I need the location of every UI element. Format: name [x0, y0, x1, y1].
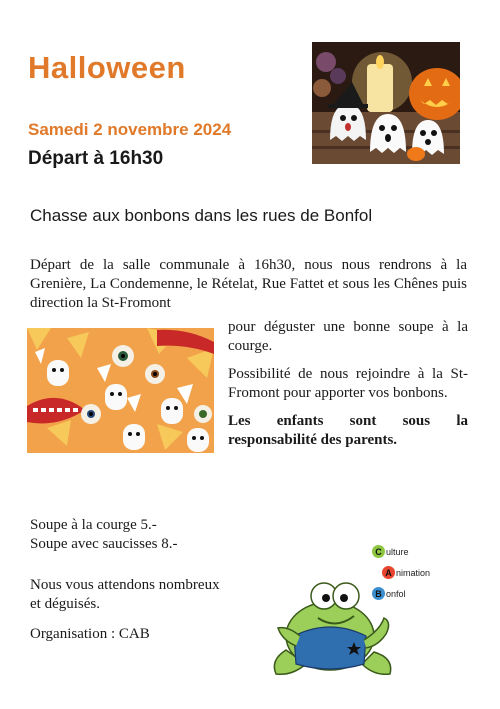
poster-title: Halloween: [28, 50, 186, 85]
join-paragraph: Possibilité de nous rejoindre à la St-Fromont pour apporter vos bonbons.: [228, 366, 468, 401]
logo-word: nimation: [396, 567, 431, 578]
logo-letter-c: C: [372, 545, 385, 558]
soup-paragraph: pour déguster une bonne soupe à la courge.: [228, 319, 468, 354]
halloween-candy-photo: [27, 328, 214, 453]
logo-letter-a: A: [382, 566, 395, 579]
price-item: Soupe à la courge 5.-: [30, 517, 157, 533]
price-list: [30, 516, 177, 554]
cab-logo: [362, 543, 482, 605]
children-notice: Les enfants sont sous la responsabilité des parents.: [228, 413, 468, 448]
organisation-label: Organisation : CAB: [30, 626, 150, 642]
event-date: Samedi 2 novembre 2024: [28, 120, 232, 139]
ghosts-pumpkin-photo: [312, 42, 460, 164]
route-paragraph: Départ de la salle communale à 16h30, nous nous rendrons à la Grenière, La Condemenne, le Rételat, Rue Fattet et sous les Chênes puis direction la St-Fromont: [30, 257, 467, 311]
invitation-text: Nous vous attendons nombreux et déguisés.: [30, 577, 220, 612]
logo-row-culture: [372, 545, 409, 558]
logo-word: onfol: [386, 588, 406, 599]
price-item: Soupe avec saucisses 8.-: [30, 536, 178, 552]
departure-time: Départ à 16h30: [28, 148, 164, 169]
logo-row-animation: [382, 566, 430, 579]
event-subtitle: Chasse aux bonbons dans les rues de Bonfol: [30, 206, 373, 225]
logo-letter-b: B: [372, 587, 385, 600]
logo-row-bonfol: [372, 587, 406, 600]
right-column-text: [228, 318, 468, 450]
logo-word: ulture: [386, 546, 409, 557]
